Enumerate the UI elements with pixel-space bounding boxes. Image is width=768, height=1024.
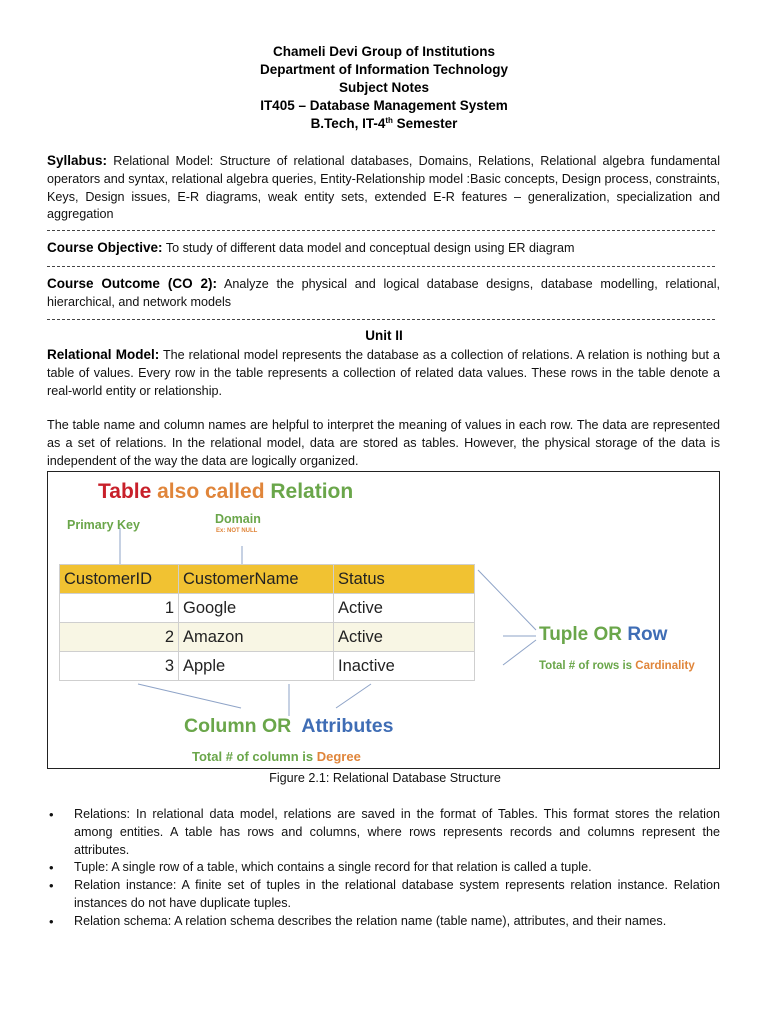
divider xyxy=(47,230,715,231)
cell-status: Active xyxy=(334,623,475,652)
course-outcome-text: Analyze the physical and logical database designs, database modelling, relational, hierarchical, and network models xyxy=(47,277,721,309)
cell-customer-name: Apple xyxy=(179,652,334,681)
semester-prefix: B.Tech, IT-4 xyxy=(310,116,386,131)
column-header-status: Status xyxy=(334,565,475,594)
cardinality-term: Cardinality xyxy=(635,660,695,672)
divider xyxy=(47,266,715,267)
list-item-text: Relation schema: A relation schema describes the relation name (table name), attributes, and their names. xyxy=(74,913,667,928)
list-item xyxy=(47,859,720,877)
course-objective-label: Course Objective: xyxy=(47,240,163,255)
row-label-text: Row xyxy=(627,624,668,645)
cell-customer-name: Google xyxy=(179,594,334,623)
degree-prefix: Total # of column is xyxy=(192,749,317,764)
bullet-icon: • xyxy=(49,913,54,929)
relational-structure-figure xyxy=(47,471,720,769)
column-header-customer-id: CustomerID xyxy=(60,565,179,594)
list-item xyxy=(47,806,720,859)
unit-title: Unit II xyxy=(365,328,403,343)
table-row xyxy=(60,652,475,681)
divider xyxy=(47,319,715,320)
cell-status: Active xyxy=(334,594,475,623)
column-attributes-label xyxy=(184,715,393,738)
figure-title xyxy=(98,480,353,504)
syllabus-label: Syllabus: xyxy=(47,153,108,168)
table-row xyxy=(60,594,475,623)
semester-suffix: Semester xyxy=(392,116,458,131)
list-item-text: Relations: In relational data model, relations are saved in the format of Tables. This format stores the relation among entities. A table has rows and columns, where rows represents records and columns represent the attributes. xyxy=(74,807,720,857)
institution-name: Chameli Devi Group of Institutions xyxy=(272,44,495,59)
domain-example-label: Ex: NOT NULL xyxy=(216,528,258,534)
cell-customer-id: 2 xyxy=(60,623,179,652)
column-label-text: Column OR xyxy=(184,715,302,737)
cell-customer-id: 3 xyxy=(60,652,179,681)
figure-title-also-called: also called xyxy=(151,480,271,503)
cell-customer-id: 1 xyxy=(60,594,179,623)
bullet-icon: • xyxy=(49,807,54,822)
relational-model-label: Relational Model: xyxy=(47,347,160,362)
column-header-customer-name: CustomerName xyxy=(179,565,334,594)
table-header-row xyxy=(60,565,475,594)
course-objective-paragraph xyxy=(47,239,720,258)
subject-title: IT405 – Database Management System xyxy=(260,98,508,113)
attributes-label-text: Attributes xyxy=(301,715,394,737)
table-row xyxy=(60,623,475,652)
relational-model-text: The relational model represents the database as a collection of relations. A relation is nothing but a table of values. Every row in the table represents a collection of related data values. These rows in the table denote a real-world entity or relationship. xyxy=(47,348,720,398)
tuple-label-text: Tuple OR xyxy=(539,624,628,645)
figure-caption xyxy=(0,771,768,785)
list-item xyxy=(47,877,720,913)
course-outcome-paragraph xyxy=(47,275,720,312)
cell-customer-name: Amazon xyxy=(179,623,334,652)
storage-paragraph: The table name and column names are helpful to interpret the meaning of values in each row. The data are represented as a set of relations. In the relational model, data are stored as tables. However, the physical storage of the data is independent of the way the data are logically organized. xyxy=(47,418,720,468)
cardinality-prefix: Total # of rows is xyxy=(539,660,636,672)
course-objective-text: To study of different data model and conceptual design using ER diagram xyxy=(162,241,575,255)
list-item-text: Relation instance: A finite set of tuples in the relational database system represents relation instance. Relation instances do not have duplicate tuples. xyxy=(74,878,720,910)
document-type: Subject Notes xyxy=(338,80,430,95)
list-item-text: Tuple: A single row of a table, which contains a single record for that relation is called a tuple. xyxy=(74,860,592,875)
degree-term: Degree xyxy=(316,749,361,764)
bullet-icon: • xyxy=(49,860,54,876)
figure-title-relation: Relation xyxy=(270,480,354,503)
syllabus-paragraph xyxy=(47,152,720,224)
cardinality-label xyxy=(539,660,695,672)
tuple-row-label xyxy=(539,624,667,646)
customer-table xyxy=(59,564,475,681)
bullet-icon: • xyxy=(49,878,54,894)
list-item xyxy=(47,913,720,931)
primary-key-label: Primary Key xyxy=(67,518,140,532)
cell-status: Inactive xyxy=(334,652,475,681)
figure-caption-text: Figure 2.1: Relational Database Structure xyxy=(269,771,501,785)
department-name: Department of Information Technology xyxy=(259,62,508,77)
course-outcome-label: Course Outcome (CO 2): xyxy=(47,276,218,291)
figure-title-table: Table xyxy=(98,480,152,503)
definitions-list xyxy=(47,806,720,931)
semester-line xyxy=(0,115,768,133)
semester-superscript: th xyxy=(385,116,393,125)
domain-label: Domain xyxy=(215,512,261,526)
degree-label xyxy=(192,749,361,764)
relational-model-paragraph xyxy=(47,346,720,400)
syllabus-text: Relational Model: Structure of relational databases, Domains, Relations, Relational algebra fundamental operators and syntax, relational algebra queries, Entity-Relationship model :Basic concepts, Design process, constraints, Keys, Design issues, E-R diagrams, weak entity sets, extended E-R features – generalization, specialization and aggregation xyxy=(47,154,720,222)
